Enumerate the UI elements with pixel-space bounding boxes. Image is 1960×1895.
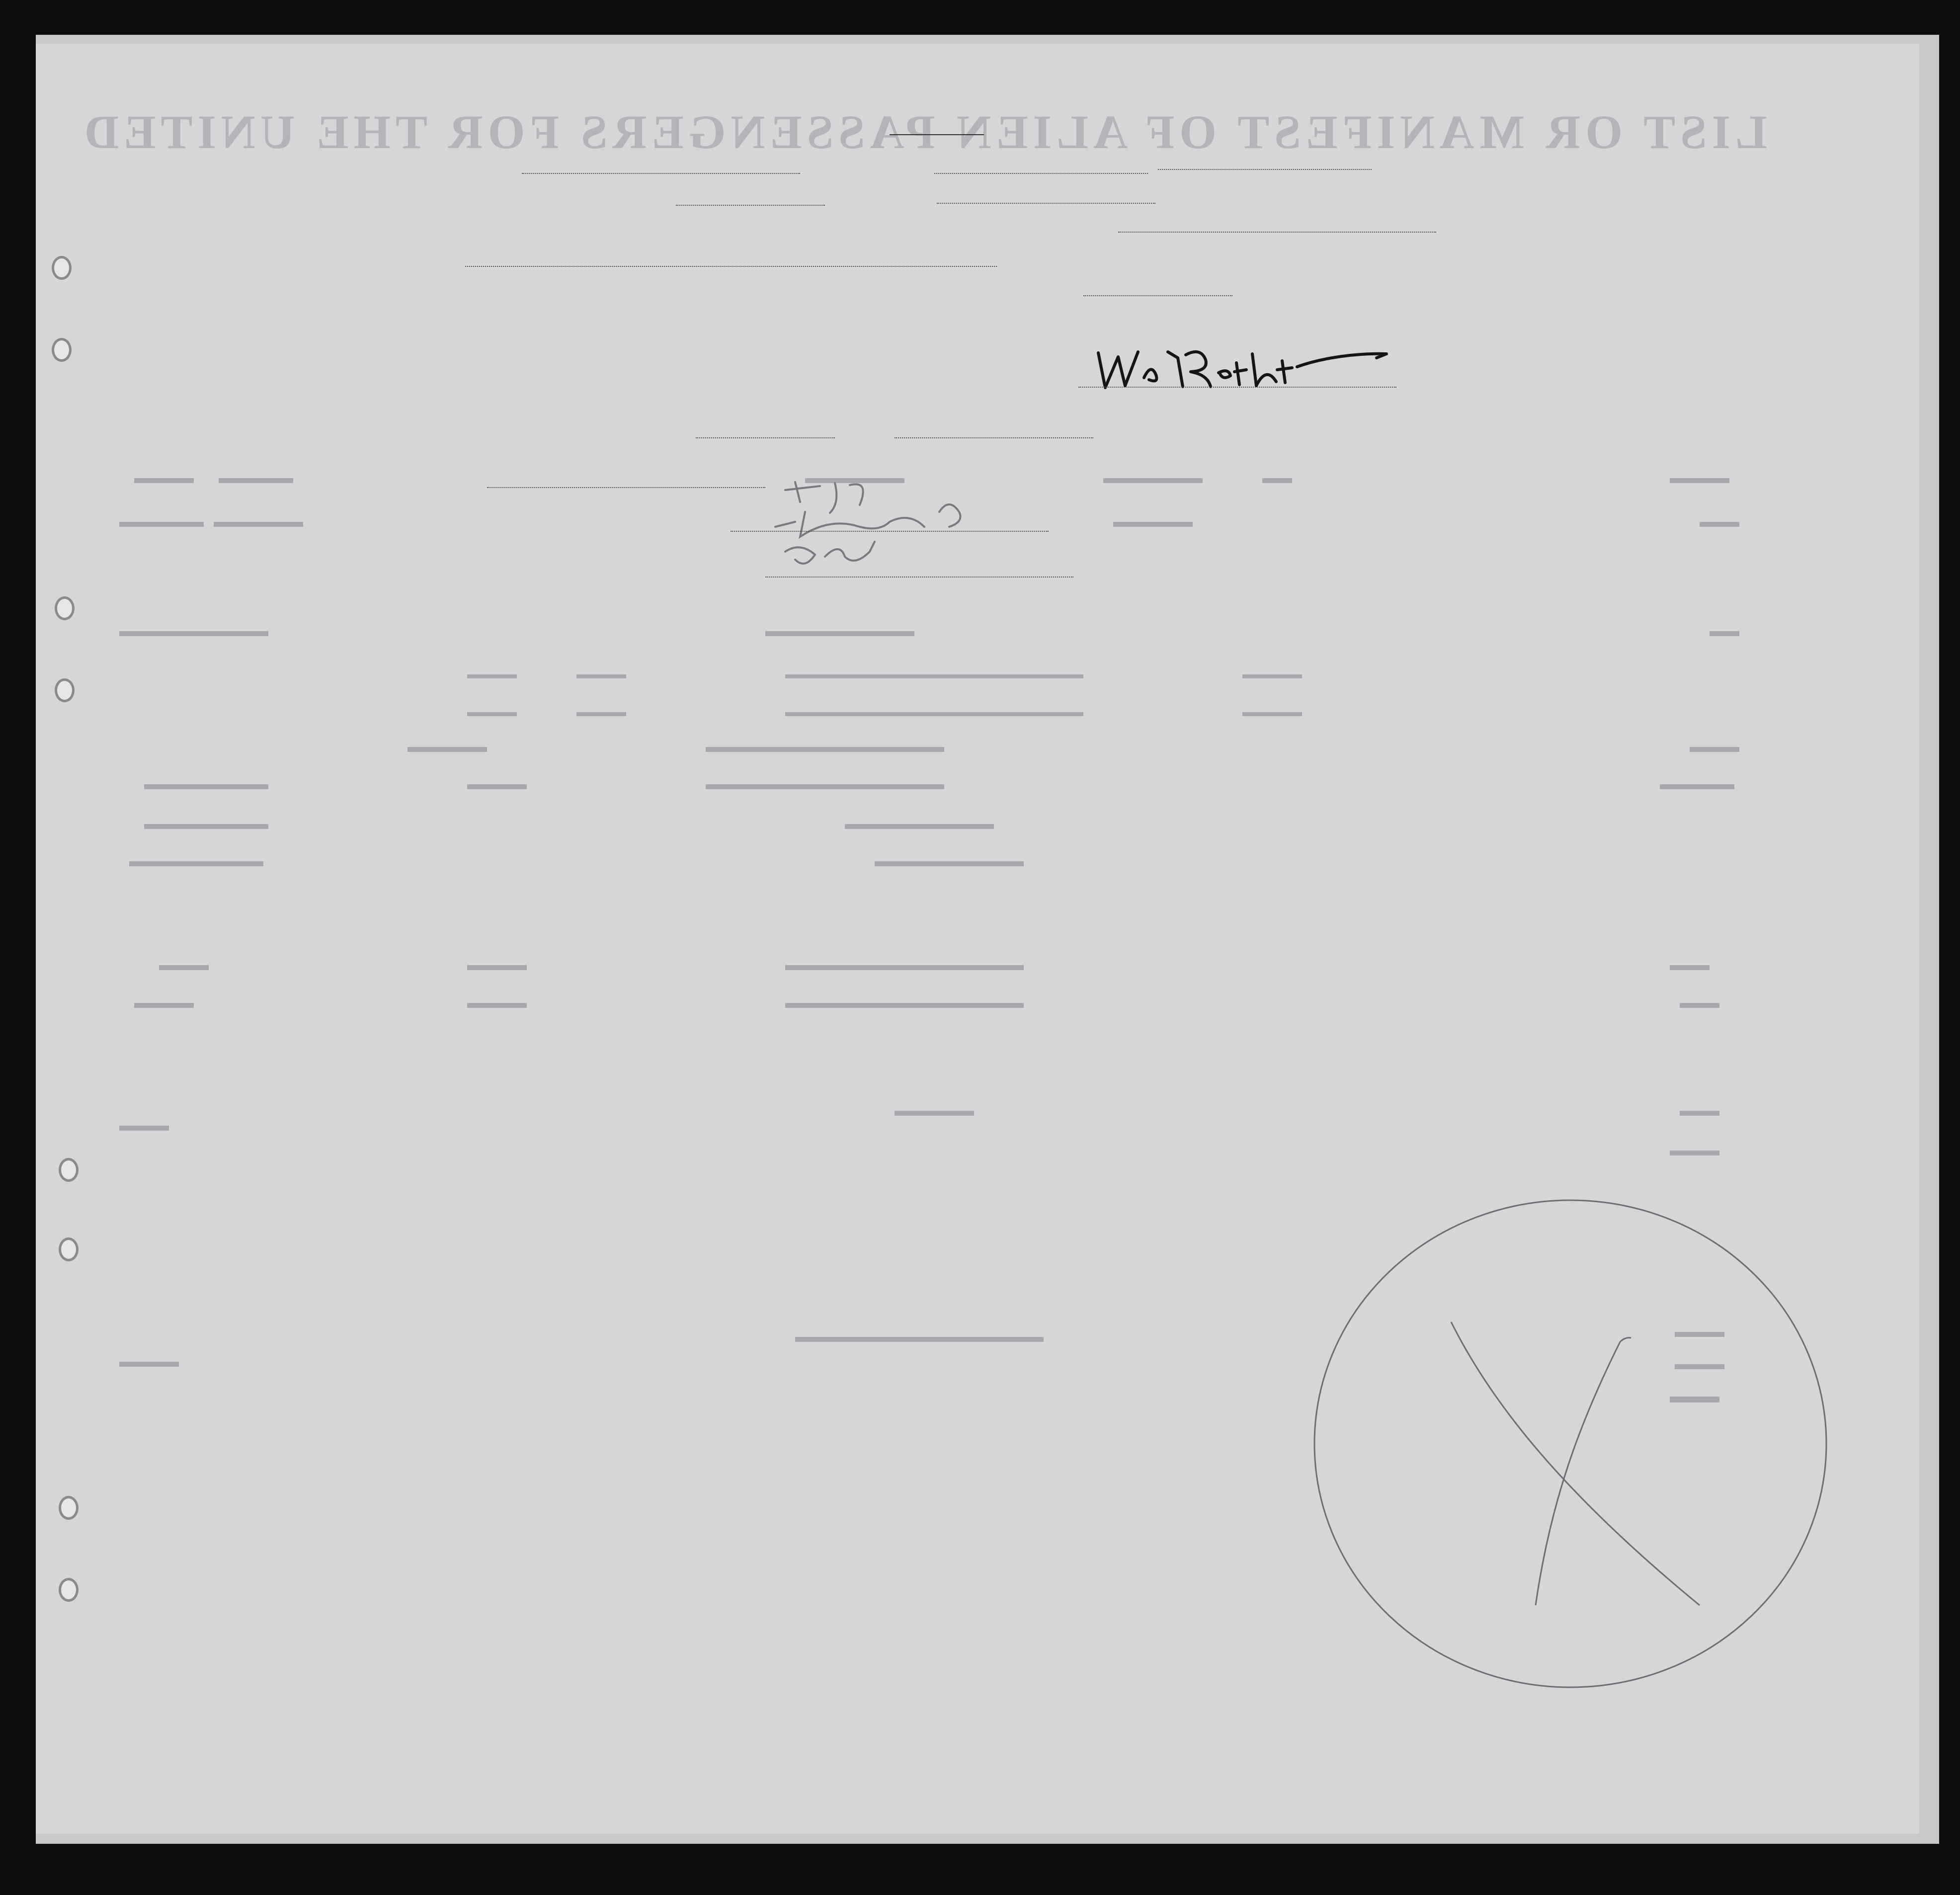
- officer-signature-line: [731, 531, 1049, 532]
- fill-line: [487, 487, 765, 488]
- title-rule: [890, 134, 984, 135]
- fill-line: [1083, 295, 1232, 296]
- fill-line: [1158, 169, 1372, 170]
- fill-line: [696, 437, 835, 438]
- pencil-circle-mark: [1302, 1193, 1839, 1700]
- fill-line: [676, 205, 825, 206]
- fill-line: [522, 173, 800, 174]
- fill-line: [937, 203, 1155, 204]
- signature-line: [1078, 387, 1396, 388]
- bleed-through-heading: LIST OR MANIFEST OF ALIEN PASSENGERS FOR THE UNITED: [80, 105, 1768, 159]
- fill-line: [895, 437, 1093, 438]
- officer-signature: [726, 472, 1044, 586]
- surgeon-signature: [1088, 343, 1396, 398]
- fill-line: [1118, 232, 1436, 233]
- fill-line: [465, 266, 997, 267]
- fill-line: [934, 173, 1148, 174]
